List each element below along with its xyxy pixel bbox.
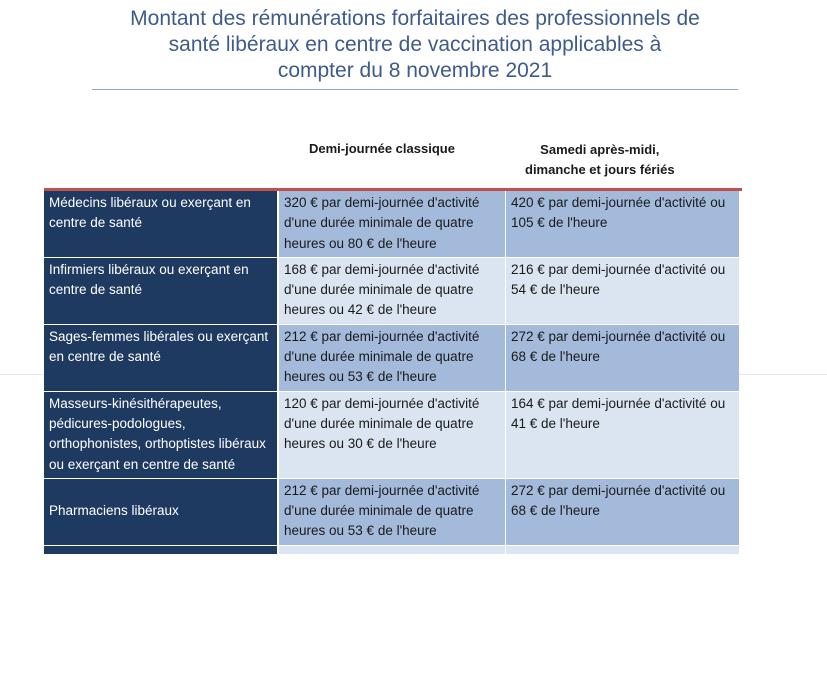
- table-row-pharmaciens: [44, 478, 739, 545]
- classic-rate-cell: 168 € par demi-journée d'activité d'une durée minimale de quatre heures ou 42 € de l'heure: [278, 257, 506, 324]
- column-header-weekend-line1: Samedi après-midi,: [540, 142, 660, 157]
- classic-rate-cell: 212 € par demi-journée d'activité d'une durée minimale de quatre heures ou 53 € de l'heure: [278, 478, 506, 545]
- table-row-cut-off: [44, 545, 739, 554]
- column-header-weekend-line2: dimanche et jours fériés: [525, 162, 675, 177]
- table-row-masseurs: [44, 391, 739, 478]
- profession-cell: Sages-femmes libérales ou exerçant en centre de santé: [44, 324, 278, 391]
- column-header-classic: Demi-journée classique: [309, 141, 455, 156]
- weekend-rate-cell: 420 € par demi-journée d'activité ou 105 € de l'heure: [506, 191, 740, 257]
- profession-cell: Médecins libéraux ou exerçant en centre de santé: [44, 191, 278, 257]
- weekend-rate-cell: 216 € par demi-journée d'activité ou 54 € de l'heure: [506, 257, 740, 324]
- title-divider: [92, 89, 738, 90]
- profession-cell: Masseurs-kinésithérapeutes, pédicures-podologues, orthophonistes, orthoptistes libéraux ou exerçant en centre de santé: [44, 391, 278, 478]
- profession-cell-cut-off: [44, 545, 278, 554]
- profession-cell: Infirmiers libéraux ou exerçant en centre de santé: [44, 257, 278, 324]
- weekend-rate-cell-cut-off: [506, 545, 740, 554]
- weekend-rate-cell: 164 € par demi-journée d'activité ou 41 € de l'heure: [506, 391, 740, 478]
- classic-rate-cell: 212 € par demi-journée d'activité d'une durée minimale de quatre heures ou 53 € de l'heure: [278, 324, 506, 391]
- table-row-medecins: [44, 191, 739, 257]
- classic-rate-cell: 120 € par demi-journée d'activité d'une durée minimale de quatre heures ou 30 € de l'heure: [278, 391, 506, 478]
- remuneration-table: [44, 191, 739, 555]
- weekend-rate-cell: 272 € par demi-journée d'activité ou 68 € de l'heure: [506, 324, 740, 391]
- profession-cell: Pharmaciens libéraux: [44, 478, 278, 545]
- classic-rate-cell-cut-off: [278, 545, 506, 554]
- column-header-weekend: [525, 140, 675, 180]
- table-row-sages-femmes: [44, 324, 739, 391]
- table-row-infirmiers: [44, 257, 739, 324]
- classic-rate-cell: 320 € par demi-journée d'activité d'une durée minimale de quatre heures ou 80 € de l'heure: [278, 191, 506, 257]
- document-title: Montant des rémunérations forfaitaires des professionnels de santé libéraux en centre de vaccination applicables à compter du 8 novembre 2021: [130, 7, 700, 82]
- weekend-rate-cell: 272 € par demi-journée d'activité ou 68 € de l'heure: [506, 478, 740, 545]
